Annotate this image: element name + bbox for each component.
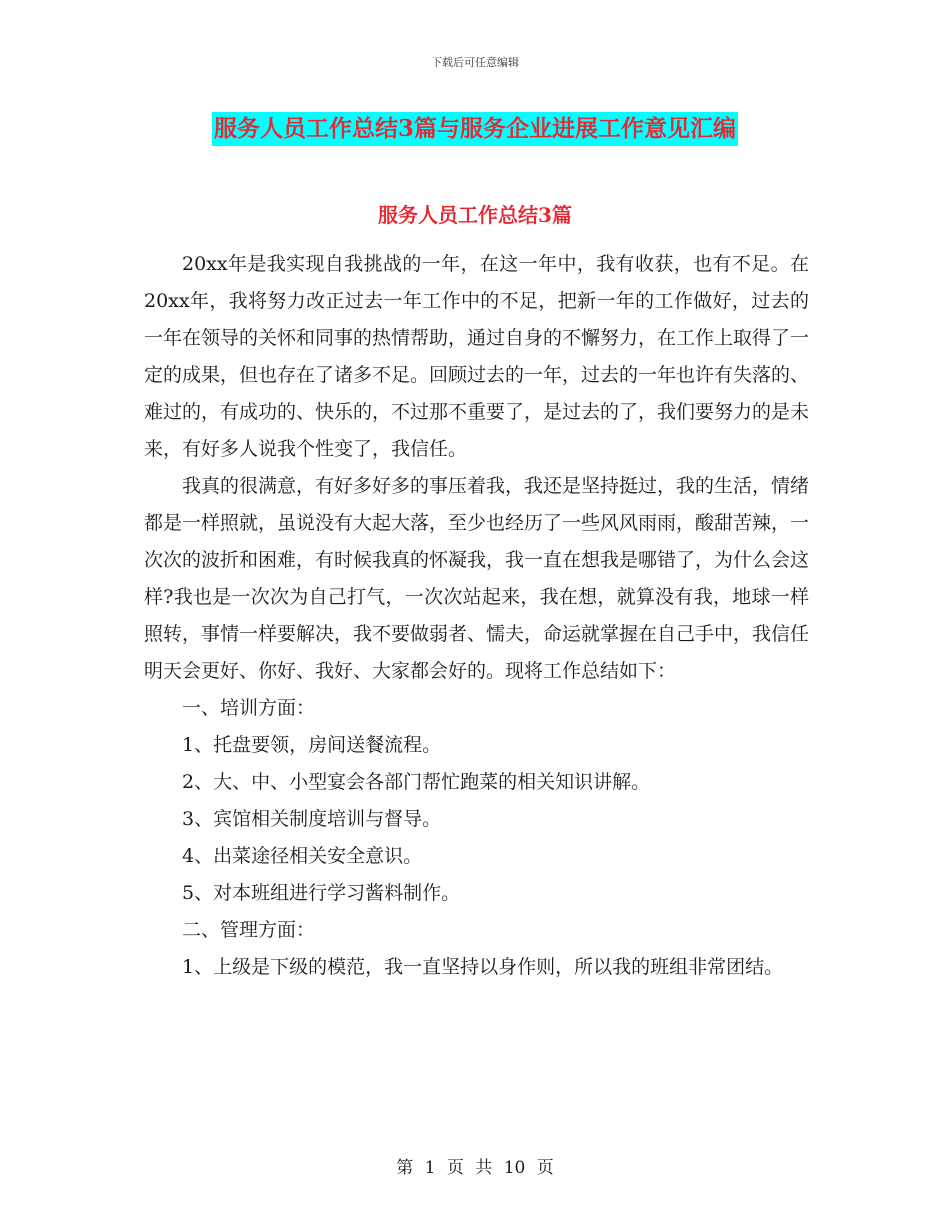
list-item: 4、出菜途径相关安全意识。 xyxy=(182,845,423,867)
main-title-container xyxy=(0,112,950,146)
list-item: 1、托盘要领，房间送餐流程。 xyxy=(182,734,442,756)
header-note: 下载后可任意编辑 xyxy=(431,56,519,69)
paragraph-reflection: 我真的很满意，有好多好多的事压着我，我还是坚持挺过，我的生活，情绪都是一样照就，虽说没有大起大落，至少也经历了一些风风雨雨，酸甜苦辣，一次次的波折和困难，有时候我真的怀凝我，我一直在想我是哪错了，为什么会这样?我也是一次次为自己打气，一次次站起来，我在想，就算没有我，地球一样照转，事情一样要解决，我不要做弱者、懦夫，命运就掌握在自己手中，我信任明天会更好、你好、我好、大家都会好的。现将工作总结如下： xyxy=(144,475,810,682)
list-item: 1、上级是下级的模范，我一直坚持以身作则，所以我的班组非常团结。 xyxy=(182,956,784,978)
section-title: 服务人员工作总结3篇 xyxy=(378,203,572,227)
paragraph-intro: 20xx年是我实现自我挑战的一年，在这一年中，我有收获，也有不足。在20xx年，我将努力改正过去一年工作中的不足，把新一年的工作做好，过去的一年在领导的关怀和同事的热情帮助，通过自身的不懈努力，在工作上取得了一定的成果，但也存在了诸多不足。回顾过去的一年，过去的一年也许有失落的、难过的，有成功的、快乐的，不过那不重要了，是过去的了，我们要努力的是未来，有好多人说我个性变了，我信任。 xyxy=(144,253,810,460)
list-item: 2、大、中、小型宴会各部门帮忙跑菜的相关知识讲解。 xyxy=(182,771,651,793)
main-title: 服务人员工作总结3篇与服务企业进展工作意见汇编 xyxy=(212,112,738,146)
heading-training: 一、培训方面： xyxy=(182,697,316,719)
list-item: 3、宾馆相关制度培训与督导。 xyxy=(182,808,442,830)
document-body xyxy=(144,246,809,986)
heading-management: 二、管理方面： xyxy=(182,919,316,941)
list-item: 5、对本班组进行学习酱料制作。 xyxy=(182,882,461,904)
page-number: 第 1 页 共 10 页 xyxy=(396,1158,554,1178)
